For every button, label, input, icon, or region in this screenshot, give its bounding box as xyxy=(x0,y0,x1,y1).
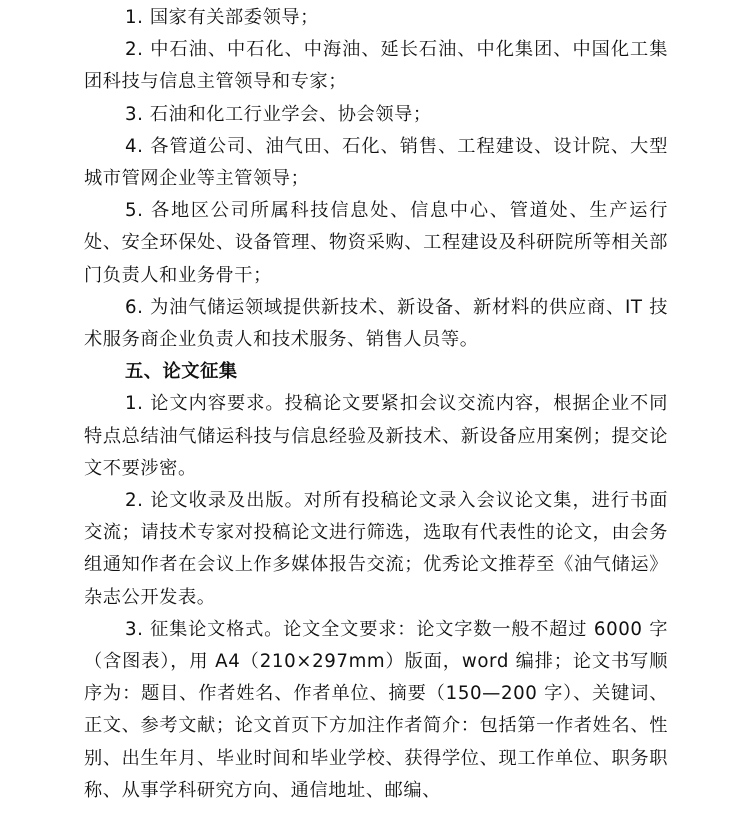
list-item: 6. 为油气储运领域提供新技术、新设备、新材料的供应商、IT 技术服务商企业负责人和技术服务、销售人员等。 xyxy=(84,296,668,351)
paragraph: 1. 论文内容要求。投稿论文要紧扣会议交流内容，根据企业不同特点总结油气储运科技与信息经验及新技术、新设备应用案例；提交论文不要涉密。 xyxy=(84,393,668,479)
list-item: 4. 各管道公司、油气田、石化、销售、工程建设、设计院、大型城市管网企业等主管领导； xyxy=(84,135,668,190)
paragraph: 2. 论文收录及出版。对所有投稿论文录入会议论文集，进行书面交流；请技术专家对投稿论文进行筛选，选取有代表性的论文，由会务组通知作者在会议上作多媒体报告交流；优秀论文推荐至《油气储运》杂志公开发表。 xyxy=(84,490,668,608)
paragraph: 3. 征集论文格式。论文全文要求：论文字数一般不超过 6000 字（含图表），用 A4（210×297mm）版面，word 编排；论文书写顺序为：题目、作者姓名、作者单位、摘要（150—200 字）、关键词、正文、参考文献；论文首页下方加注作者简介：包括第一作者姓名、性别、出生年月、毕业时间和毕业学校、获得学位、现工作单位、职务职称、从事学科研究方向、通信地址、邮编、 xyxy=(84,618,668,801)
list-item: 5. 各地区公司所属科技信息处、信息中心、管道处、生产运行处、安全环保处、设备管理、物资采购、工程建设及科研院所等相关部门负责人和业务骨干； xyxy=(84,200,668,286)
list-item: 3. 石油和化工行业学会、协会领导； xyxy=(124,103,432,125)
list-item: 2. 中石油、中石化、中海油、延长石油、中化集团、中国化工集团科技与信息主管领导和专家； xyxy=(84,39,668,93)
list-item: 1. 国家有关部委领导； xyxy=(124,7,319,28)
section-heading: 五、论文征集 xyxy=(124,361,238,383)
